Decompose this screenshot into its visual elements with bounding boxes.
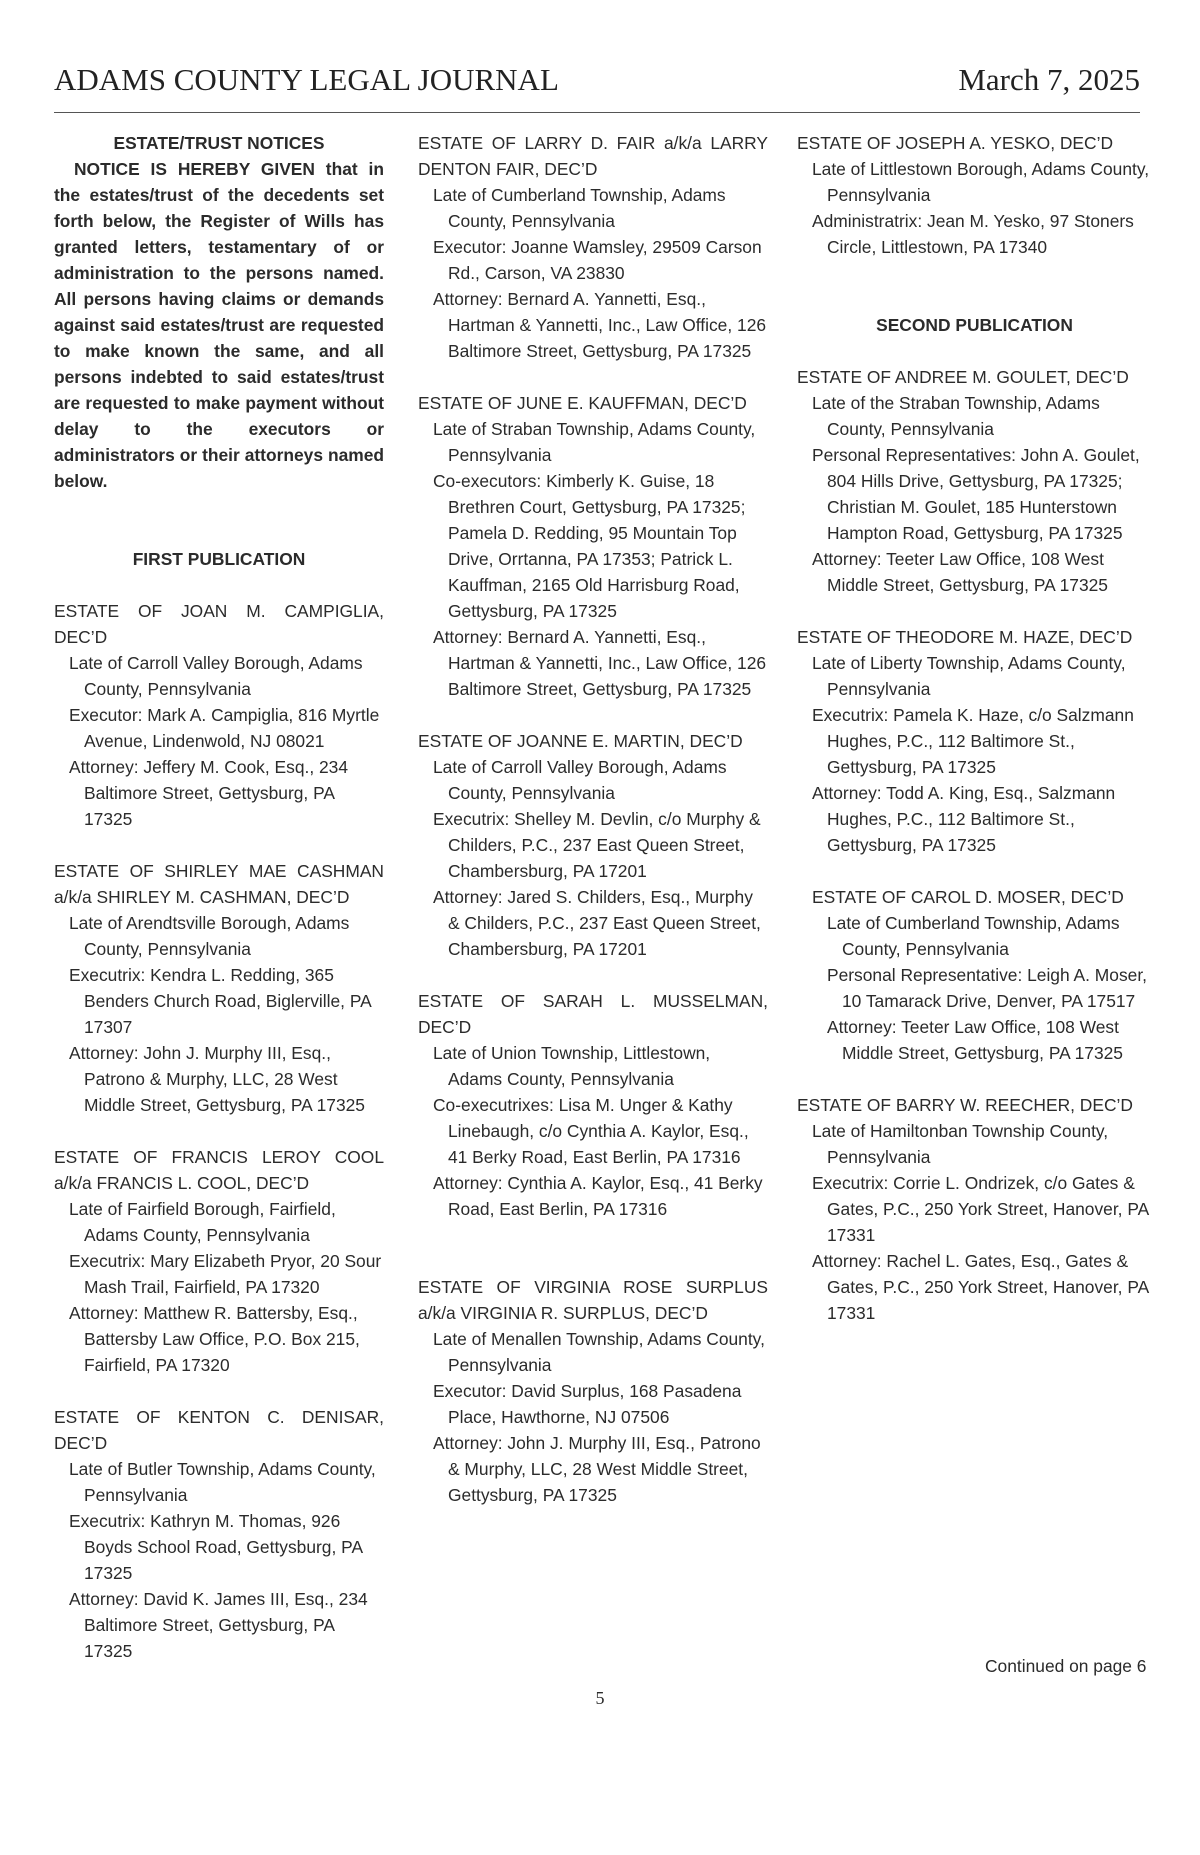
estate-executor: Executrix: Shelley M. Devlin, c/o Murphy & Childers, P.C., 237 East Queen Street, Chambersburg, PA 17201 [433, 809, 761, 881]
estate-title: ESTATE OF SHIRLEY MAE CASHMAN a/k/a SHIRLEY M. CASHMAN, DEC’D [54, 861, 384, 907]
estate-residence: Late of Carroll Valley Borough, Adams County, Pennsylvania [69, 653, 363, 699]
estate-title: ESTATE OF BARRY W. REECHER, DEC’D [797, 1095, 1133, 1115]
estate-attorney: Attorney: Bernard A. Yannetti, Esq., Hartman & Yannetti, Inc., Law Office, 126 Baltimore Street, Gettysburg, PA 17325 [433, 289, 767, 361]
estate-entry [418, 728, 768, 962]
estate-residence: Late of Menallen Township, Adams County, Pennsylvania [433, 1329, 765, 1375]
estate-residence: Late of Union Township, Littlestown, Adams County, Pennsylvania [433, 1043, 711, 1089]
estate-entry [418, 390, 768, 702]
estate-executor: Executor: Joanne Wamsley, 29509 Carson Rd., Carson, VA 23830 [433, 237, 762, 283]
second-publication-heading: SECOND PUBLICATION [876, 315, 1073, 335]
journal-title: ADAMS COUNTY LEGAL JOURNAL [54, 62, 559, 97]
notice-heading: ESTATE/TRUST NOTICES [113, 133, 325, 153]
estate-attorney: Attorney: Bernard A. Yannetti, Esq., Hartman & Yannetti, Inc., Law Office, 126 Baltimore Street, Gettysburg, PA 17325 [433, 627, 767, 699]
estate-attorney: Attorney: Teeter Law Office, 108 West Middle Street, Gettysburg, PA 17325 [812, 549, 1108, 595]
estate-entry [797, 624, 1152, 858]
estate-attorney: Attorney: John J. Murphy III, Esq., Patrono & Murphy, LLC, 28 West Middle Street, Gettysburg, PA 17325 [433, 1433, 761, 1505]
page-header [54, 62, 1140, 98]
estate-executor: Executor: Mark A. Campiglia, 816 Myrtle Avenue, Lindenwold, NJ 08021 [69, 705, 380, 751]
estate-executor: Executrix: Corrie L. Ondrizek, c/o Gates & Gates, P.C., 250 York Street, Hanover, PA 17331 [812, 1173, 1149, 1245]
estate-executor: Co-executrixes: Lisa M. Unger & Kathy Linebaugh, c/o Cynthia A. Kaylor, Esq., 41 Berky Road, East Berlin, PA 17316 [433, 1095, 749, 1167]
estate-attorney: Attorney: David K. James III, Esq., 234 Baltimore Street, Gettysburg, PA 17325 [69, 1589, 368, 1661]
estate-representatives: Personal Representatives: John A. Goulet, 804 Hills Drive, Gettysburg, PA 17325; Christian M. Goulet, 185 Hunterstown Hampton Road, Gettysburg, PA 17325 [812, 445, 1140, 543]
estate-title: ESTATE OF JOANNE E. MARTIN, DEC’D [418, 731, 743, 751]
estate-residence: Late of Carroll Valley Borough, Adams County, Pennsylvania [433, 757, 727, 803]
estate-administrator: Administratrix: Jean M. Yesko, 97 Stoners Circle, Littlestown, PA 17340 [812, 211, 1134, 257]
estate-entry [812, 884, 1152, 1066]
estate-title: ESTATE OF VIRGINIA ROSE SURPLUS a/k/a VIRGINIA R. SURPLUS, DEC’D [418, 1277, 768, 1323]
estate-entry [418, 1274, 768, 1508]
estate-title: ESTATE OF LARRY D. FAIR a/k/a LARRY DENTON FAIR, DEC’D [418, 133, 768, 179]
estate-title: ESTATE OF CAROL D. MOSER, DEC’D [812, 887, 1124, 907]
estate-entry [54, 598, 384, 832]
estate-attorney: Attorney: Jared S. Childers, Esq., Murphy & Childers, P.C., 237 East Queen Street, Chambersburg, PA 17201 [433, 887, 761, 959]
estate-title: ESTATE OF ANDREE M. GOULET, DEC’D [797, 367, 1129, 387]
estate-attorney: Attorney: Jeffery M. Cook, Esq., 234 Baltimore Street, Gettysburg, PA 17325 [69, 757, 349, 829]
estate-entry [418, 130, 768, 364]
estate-representative: Personal Representative: Leigh A. Moser, 10 Tamarack Drive, Denver, PA 17517 [827, 965, 1147, 1011]
column-1 [54, 130, 384, 1664]
estate-entry [797, 364, 1152, 598]
estate-residence: Late of Liberty Township, Adams County, Pennsylvania [812, 653, 1126, 699]
estate-residence: Late of Straban Township, Adams County, Pennsylvania [433, 419, 756, 465]
issue-date: March 7, 2025 [958, 62, 1140, 97]
estate-residence: Late of Cumberland Township, Adams County, Pennsylvania [827, 913, 1120, 959]
estate-executor: Executrix: Mary Elizabeth Pryor, 20 Sour Mash Trail, Fairfield, PA 17320 [69, 1251, 382, 1297]
first-publication-heading: FIRST PUBLICATION [132, 549, 306, 569]
continued-note: Continued on page 6 [985, 1656, 1147, 1676]
page-number: 5 [595, 1688, 605, 1708]
column-3 [797, 130, 1152, 1326]
column-2 [418, 130, 768, 1508]
estate-entry [54, 1404, 384, 1664]
header-rule [54, 112, 1140, 113]
notice-body: NOTICE IS HEREBY GIVEN that in the estates/trust of the decedents set forth below, the Register of Wills has granted letters, testamentary of or administration to the persons named. All persons having claims or demands against said estates/trust are requested to make known the same, and all persons indebted to said estates/trust are requested to make payment without delay to the executors or administrators or their attorneys named below. [54, 159, 384, 491]
estate-executor: Executrix: Pamela K. Haze, c/o Salzmann Hughes, P.C., 112 Baltimore St., Gettysburg, PA 17325 [812, 705, 1134, 777]
estate-entry [797, 130, 1152, 260]
estate-title: ESTATE OF JUNE E. KAUFFMAN, DEC’D [418, 393, 747, 413]
estate-title: ESTATE OF FRANCIS LEROY COOL a/k/a FRANCIS L. COOL, DEC’D [54, 1147, 384, 1193]
estate-entry [797, 1092, 1152, 1326]
estate-residence: Late of Butler Township, Adams County, Pennsylvania [69, 1459, 376, 1505]
estate-executor: Executrix: Kendra L. Redding, 365 Benders Church Road, Biglerville, PA 17307 [69, 965, 371, 1037]
estate-title: ESTATE OF SARAH L. MUSSELMAN, DEC’D [418, 991, 768, 1037]
estate-executor: Co-executors: Kimberly K. Guise, 18 Brethren Court, Gettysburg, PA 17325; Pamela D. Redding, 95 Mountain Top Drive, Orrtanna, PA 17353; Patrick L. Kauffman, 2165 Old Harrisburg Road, Gettysburg, PA 17325 [433, 471, 746, 621]
estate-executor: Executor: David Surplus, 168 Pasadena Place, Hawthorne, NJ 07506 [433, 1381, 742, 1427]
estate-entry [54, 858, 384, 1118]
estate-attorney: Attorney: Rachel L. Gates, Esq., Gates & Gates, P.C., 250 York Street, Hanover, PA 17331 [812, 1251, 1149, 1323]
estate-residence: Late of Hamiltonban Township County, Pennsylvania [812, 1121, 1109, 1167]
estate-attorney: Attorney: John J. Murphy III, Esq., Patrono & Murphy, LLC, 28 West Middle Street, Gettysburg, PA 17325 [69, 1043, 365, 1115]
estate-title: ESTATE OF JOAN M. CAMPIGLIA, DEC’D [54, 601, 384, 647]
estate-title: ESTATE OF KENTON C. DENISAR, DEC’D [54, 1407, 384, 1453]
estate-executor: Executrix: Kathryn M. Thomas, 926 Boyds School Road, Gettysburg, PA 17325 [69, 1511, 363, 1583]
estate-residence: Late of Fairfield Borough, Fairfield, Adams County, Pennsylvania [69, 1199, 336, 1245]
estate-title: ESTATE OF JOSEPH A. YESKO, DEC’D [797, 133, 1114, 153]
estate-residence: Late of Littlestown Borough, Adams County, Pennsylvania [812, 159, 1150, 205]
estate-residence: Late of the Straban Township, Adams County, Pennsylvania [812, 393, 1100, 439]
estate-attorney: Attorney: Cynthia A. Kaylor, Esq., 41 Berky Road, East Berlin, PA 17316 [433, 1173, 763, 1219]
estate-residence: Late of Arendtsville Borough, Adams County, Pennsylvania [69, 913, 350, 959]
estate-attorney: Attorney: Teeter Law Office, 108 West Middle Street, Gettysburg, PA 17325 [827, 1017, 1123, 1063]
estate-title: ESTATE OF THEODORE M. HAZE, DEC’D [797, 627, 1133, 647]
estate-entry [418, 988, 768, 1222]
estate-attorney: Attorney: Todd A. King, Esq., Salzmann Hughes, P.C., 112 Baltimore St., Gettysburg, PA 17325 [812, 783, 1116, 855]
estate-attorney: Attorney: Matthew R. Battersby, Esq., Battersby Law Office, P.O. Box 215, Fairfield, PA 17320 [69, 1303, 360, 1375]
estate-residence: Late of Cumberland Township, Adams County, Pennsylvania [433, 185, 726, 231]
estate-entry [54, 1144, 384, 1378]
